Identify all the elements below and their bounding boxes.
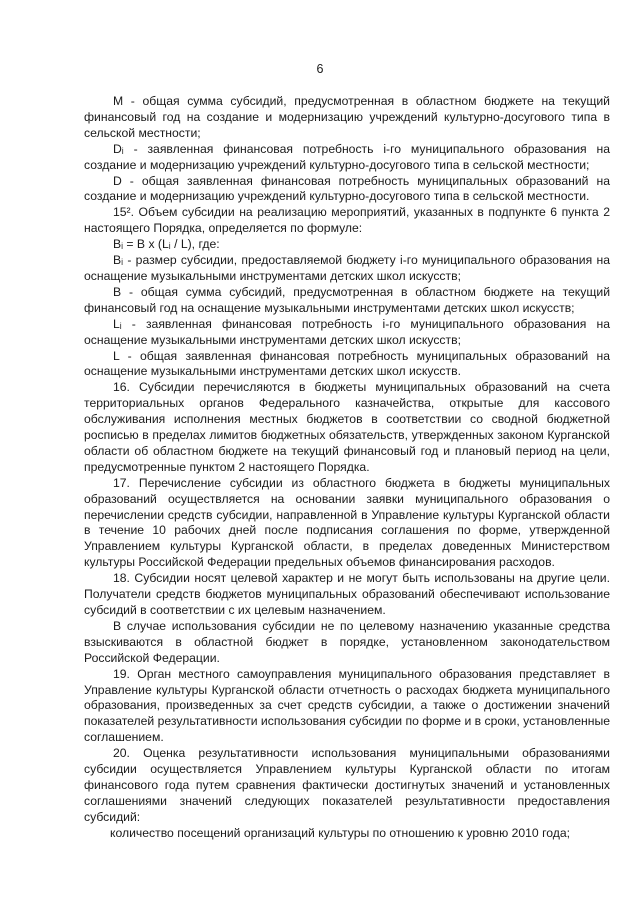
- paragraph-misuse: В случае использования субсидии не по целевому назначению указанные средства взыскиваются в областной бюджет в порядке, установленном законодательством Российской Федерации.: [84, 618, 610, 665]
- paragraph-19: 19. Орган местного самоуправления муниципального образования представляет в Управление культуры Курганской области отчетность о расходах бюджета муниципального образования, произведенных за счет средств субсидии, а также о достижении значений показателей результативности использования субсидии по форме и в сроки, установленные соглашением.: [84, 666, 610, 745]
- page-number: 6: [316, 62, 324, 76]
- paragraph-bi-definition: Bᵢ - размер субсидии, предоставляемой бюджету i-го муниципального образования на оснащение музыкальными инструментами детских школ искусств;: [84, 253, 610, 283]
- paragraph-15-2: 15². Объем субсидии на реализацию мероприятий, указанных в подпункте 6 пункта 2 настоящего Порядка, определяется по формуле:: [84, 205, 610, 236]
- paragraph-d-definition: D - общая заявленная финансовая потребность муниципальных образований на создание и модернизацию учреждений культурно-досугового типа в сельской местности.: [84, 173, 610, 204]
- formula-bi: Bᵢ = B x (Lᵢ / L), где:: [113, 237, 220, 252]
- paragraph-18: 18. Субсидии носят целевой характер и не могут быть использованы на другие цели. Получатели средств бюджетов муниципальных образований обеспечивают использование субсидий в соответствии с их целевым назначением.: [84, 571, 610, 617]
- paragraph-li-definition: Lᵢ - заявленная финансовая потребность i-го муниципального образования на оснащение музыкальными инструментами детских школ искусств;: [84, 316, 610, 347]
- paragraph-m-definition: М - общая сумма субсидий, предусмотренная в областном бюджете на текущий финансовый год на создание и модернизацию учреждений культурно-досугового типа в сельской местности;: [84, 94, 610, 140]
- document-body: [84, 94, 610, 842]
- paragraph-20: 20. Оценка результативности использования муниципальными образованиями субсидии осуществляется Управлением культуры Курганской области по итогам финансового года путем сравнения фактически достигнутых значений и установленных соглашениями значений следующих показателей результативности предоставления субсидий:: [84, 746, 610, 824]
- paragraph-visits-indicator: количество посещений организаций культуры по отношению к уровню 2010 года;: [110, 825, 571, 840]
- paragraph-l-definition: L - общая заявленная финансовая потребность муниципальных образований на оснащение музыкальными инструментами детских школ искусств.: [84, 348, 610, 379]
- paragraph-16: 16. Субсидии перечисляются в бюджеты муниципальных образований на счета территориальных органов Федерального казначейства, открытые для кассового обслуживания исполнения местных бюджетов в соответствии со сводной бюджетной росписью в пределах лимитов бюджетных обязательств, утвержденных законом Курганской области об областном бюджете на текущий финансовый год и плановый период на цели, предусмотренные пунктом 2 настоящего Порядка.: [84, 380, 610, 474]
- paragraph-b-definition: В - общая сумма субсидий, предусмотренная в областном бюджете на текущий финансовый год на оснащение музыкальными инструментами детских школ искусств;: [84, 284, 610, 315]
- paragraph-17: 17. Перечисление субсидии из областного бюджета в бюджеты муниципальных образований осуществляется на основании заявки муниципального образования о перечислении средств субсидии, направленной в Управление культуры Курганской области в течение 10 рабочих дней после подписания соглашения по форме, утвержденной Управлением культуры Курганской области, в пределах доведенных Министерством культуры Российской Федерации предельных объемов финансирования расходов.: [84, 475, 610, 570]
- paragraph-di-definition: Dᵢ - заявленная финансовая потребность i-го муниципального образования на создание и модернизацию учреждений культурно-досугового типа в сельской местности;: [84, 141, 610, 172]
